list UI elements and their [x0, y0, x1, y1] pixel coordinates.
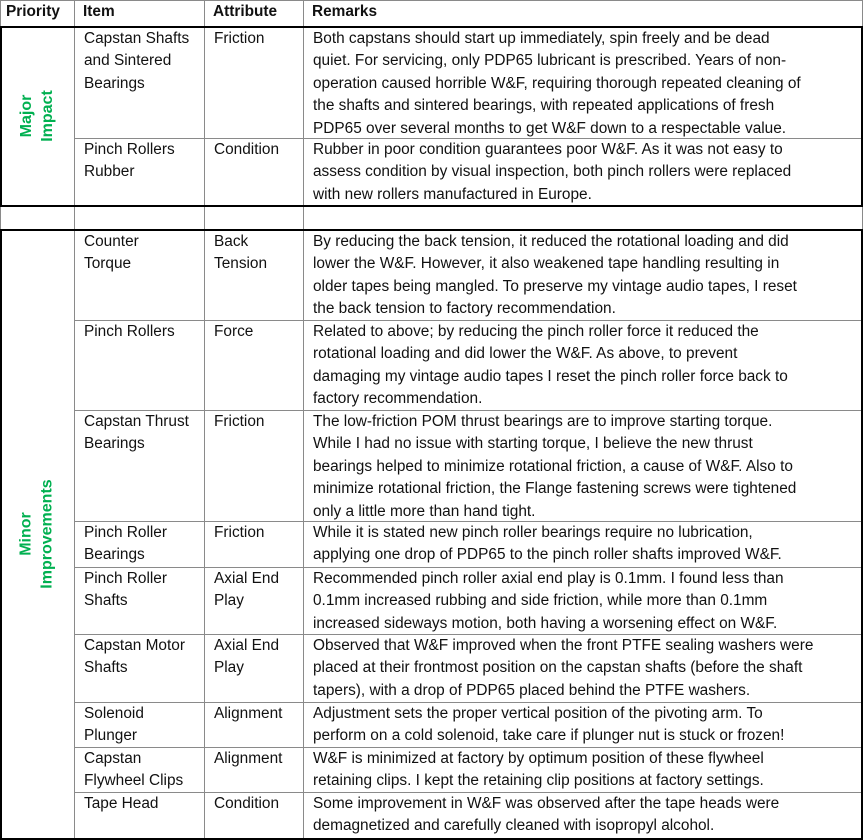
item-cell: Pinch Rollers Rubber: [84, 141, 175, 181]
table-row: [0, 230, 863, 320]
item-cell: Tape Head: [84, 795, 159, 812]
item-cell: Capstan Thrust Bearings: [84, 413, 189, 453]
table-row: [0, 410, 863, 521]
grid-line: [303, 0, 304, 839]
grid-line: [862, 0, 863, 839]
item-cell: Capstan Flywheel Clips: [84, 750, 184, 790]
grid-line: [75, 410, 863, 411]
attribute-cell: Axial End Play: [214, 570, 280, 610]
remarks-cell: Both capstans should start up immediately, spin freely and be dead quiet. For servicing, only PDP65 lubricant is prescribed. Years of non- operation caused horrible W&F, requiring thorough repeated cleaning of the shafts and sintered bearings, with repeated applications of fresh PDP65 over several months to get W&F down to a respectable value.: [313, 30, 801, 137]
grid-line: [75, 702, 863, 703]
grid-line: [75, 747, 863, 748]
grid-line: [0, 838, 863, 839]
grid-line: [75, 634, 863, 635]
attribute-cell: Friction: [214, 30, 265, 47]
header-row: [0, 0, 863, 27]
table-row: [0, 702, 863, 747]
table-row: [0, 747, 863, 792]
table-row: [0, 320, 863, 410]
group-minor-label: Minor Improvements: [18, 479, 56, 589]
attribute-cell: Friction: [214, 524, 265, 541]
remarks-cell: Related to above; by reducing the pinch roller force it reduced the rotational loading and did lower the W&F. As above, to prevent damaging my vintage audio tapes I reset the pinch roller force back to factory recommendation.: [313, 323, 788, 408]
header-remarks: Remarks: [312, 3, 378, 20]
table-row: [0, 792, 863, 838]
item-cell: Pinch Roller Bearings: [84, 524, 167, 564]
grid-line: [75, 792, 863, 793]
item-cell: Solenoid Plunger: [84, 705, 144, 745]
grid-line: [0, 0, 863, 1]
grid-line: [0, 205, 863, 206]
remarks-cell: Observed that W&F improved when the front PTFE sealing washers were placed at their frontmost position on the capstan shafts (before the shaft tapers), with a drop of PDP65 placed behind the PTFE washers.: [313, 637, 814, 699]
item-cell: Capstan Shafts and Sintered Bearings: [84, 30, 190, 92]
attribute-cell: Alignment: [214, 750, 283, 767]
header-attribute: Attribute: [213, 3, 278, 20]
grid-line: [75, 320, 863, 321]
grid-line: [75, 567, 863, 568]
remarks-cell: Adjustment sets the proper vertical position of the pivoting arm. To perform on a cold solenoid, take care if plunger nut is stuck or frozen!: [313, 705, 785, 745]
attribute-cell: Back Tension: [214, 233, 268, 273]
remarks-cell: Rubber in poor condition guarantees poor W&F. As it was not easy to assess condition by visual inspection, both pinch rollers were replaced with new rollers manufactured in Europe.: [313, 141, 792, 203]
remarks-cell: Some improvement in W&F was observed after the tape heads were demagnetized and carefully cleaned with isopropyl alcohol.: [313, 795, 780, 835]
group-major-label: Major Impact: [17, 90, 56, 142]
attribute-cell: Condition: [214, 141, 280, 158]
remarks-cell: The low-friction POM thrust bearings are to improve starting torque. While I had no issue with starting torque, I believe the new thrust bearings helped to minimize rotational friction, a cause of W&F. Also to minimize rotational friction, the Flange fastening screws were tightened only a little more than hand tight.: [313, 413, 797, 520]
header-priority: Priority: [6, 3, 60, 20]
grid-line: [0, 0, 1, 839]
table-row: [0, 634, 863, 702]
remarks-cell: By reducing the back tension, it reduced the rotational loading and did lower the W&F. However, it also weakened tape handling resulting in older tapes being mangled. To preserve my vintage audio tapes, I reset the back tension to factory recommendation.: [313, 233, 797, 318]
table-row: [0, 27, 863, 138]
table-row: [0, 521, 863, 567]
grid-line: [74, 0, 75, 839]
attribute-cell: Axial End Play: [214, 637, 280, 677]
attribute-cell: Condition: [214, 795, 280, 812]
attribute-cell: Alignment: [214, 705, 283, 722]
table-row: [0, 138, 863, 205]
item-cell: Pinch Rollers: [84, 323, 175, 340]
attribute-cell: Friction: [214, 413, 265, 430]
grid-line: [75, 521, 863, 522]
header-item: Item: [83, 3, 115, 20]
grid-line: [0, 230, 863, 231]
grid-line: [75, 138, 863, 139]
attribute-cell: Force: [214, 323, 254, 340]
item-cell: Pinch Roller Shafts: [84, 570, 167, 610]
remarks-cell: W&F is minimized at factory by optimum position of these flywheel retaining clips. I kept the retaining clip positions at factory settings.: [313, 750, 764, 790]
item-cell: Counter Torque: [84, 233, 139, 273]
item-cell: Capstan Motor Shafts: [84, 637, 185, 677]
remarks-cell: While it is stated new pinch roller bearings require no lubrication, applying one drop of PDP65 to the pinch roller shafts improved W&F.: [313, 524, 782, 564]
grid-line: [204, 0, 205, 839]
table-row: [0, 567, 863, 634]
remarks-cell: Recommended pinch roller axial end play is 0.1mm. I found less than 0.1mm increased rubbing and side friction, while more than 0.1mm increased sideways motion, both having a worsening effect on W&F.: [313, 570, 784, 632]
grid-line: [0, 27, 863, 28]
